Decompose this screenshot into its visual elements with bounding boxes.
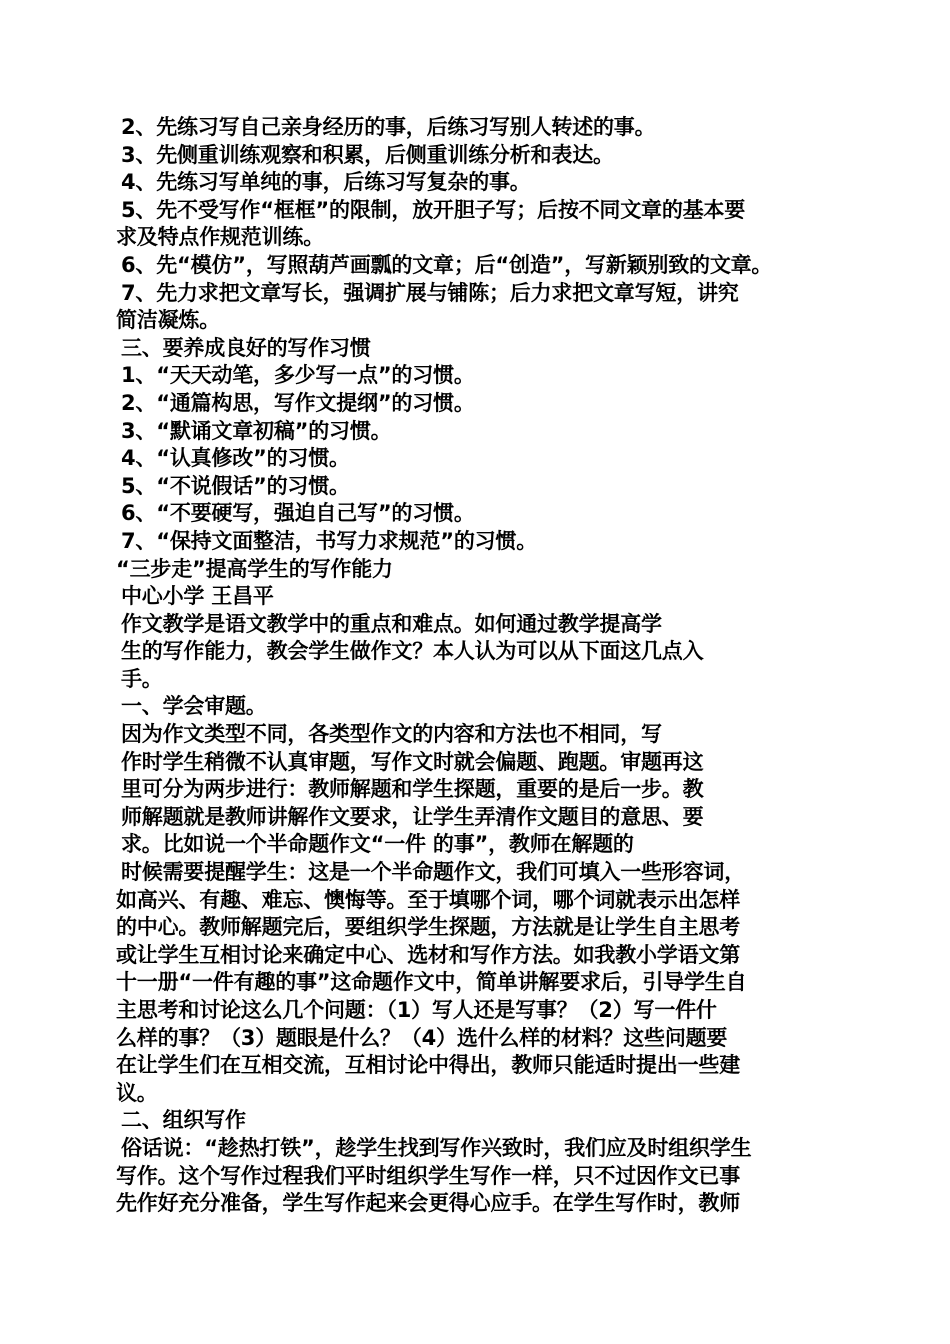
text-line: 主思考和讨论这么几个问题：（1）写人还是写事？（2）写一件什 xyxy=(116,998,717,1022)
text-line: 俗话说：“趁热打铁”，趁学生找到写作兴致时，我们应及时组织学生 xyxy=(121,1135,752,1160)
text-line: 在让学生们在互相交流，互相讨论中得出，教师只能适时提出一些建 xyxy=(116,1053,740,1078)
text-line: 么样的事？（3）题眼是什么？（4）选什么样的材料？这些问题要 xyxy=(116,1025,728,1050)
text-line: 先作好充分准备，学生写作起来会更得心应手。在学生写作时，教师 xyxy=(116,1191,740,1216)
text-line: 简洁凝炼。 xyxy=(116,308,220,333)
text-line: 三、要养成良好的写作习惯 xyxy=(121,335,371,360)
text-line: 3、“默诵文章初稿”的习惯。 xyxy=(121,418,392,443)
text-line: 议。 xyxy=(116,1080,158,1105)
text-line: 4、“认真修改”的习惯。 xyxy=(121,446,350,471)
text-line: 作时学生稍微不认真审题，写作文时就会偏题、跑题。审题再这 xyxy=(121,749,704,774)
text-line: 求。比如说一个半命题作文“一件 的事”，教师在解题的 xyxy=(121,832,634,857)
text-line: 1、“天天动笔，多少写一点”的习惯。 xyxy=(121,363,475,388)
text-line: 的中心。教师解题完后，要组织学生探题，方法就是让学生自主思考 xyxy=(116,915,740,940)
text-line: 7、“保持文面整洁，书写力求规范”的习惯。 xyxy=(121,528,538,553)
text-line: 或让学生互相讨论来确定中心、选材和写作方法。如我教小学语文第 xyxy=(116,942,740,967)
text-line: 生的写作能力，教会学生做作文？本人认为可以从下面这几点入 xyxy=(121,639,704,664)
text-line: 2、“通篇构思，写作文提纲”的习惯。 xyxy=(121,390,475,415)
document-body xyxy=(116,114,836,1218)
text-line: 作文教学是语文教学中的重点和难点。如何通过教学提高学 xyxy=(121,611,662,636)
text-line: 因为作文类型不同，各类型作文的内容和方法也不相同，写 xyxy=(121,722,662,747)
text-line: 5、“不说假话”的习惯。 xyxy=(121,473,350,498)
text-line: 十一册“一件有趣的事”这命题作文中，简单讲解要求后，引导学生自 xyxy=(116,970,747,995)
text-line: 手。 xyxy=(121,666,163,691)
text-line: 中心小学 王昌平 xyxy=(121,584,274,609)
text-line: “三步走”提高学生的写作能力 xyxy=(116,556,393,581)
text-line: 写作。这个写作过程我们平时组织学生写作一样，只不过因作文已事 xyxy=(116,1163,740,1188)
text-line: 4、先练习写单纯的事，后练习写复杂的事。 xyxy=(121,170,531,195)
text-line: 一、学会审题。 xyxy=(121,694,267,719)
text-line: 师解题就是教师讲解作文要求，让学生弄清作文题目的意思、要 xyxy=(121,804,704,829)
text-line: 3、先侧重训练观察和积累，后侧重训练分析和表达。 xyxy=(121,142,614,167)
text-line: 5、先不受写作“框框”的限制，放开胆子写；后按不同文章的基本要 xyxy=(121,197,746,222)
text-line: 二、组织写作 xyxy=(121,1108,246,1133)
text-line: 里可分为两步进行：教师解题和学生探题，重要的是后一步。教 xyxy=(121,777,704,802)
text-line: 求及特点作规范训练。 xyxy=(116,225,324,250)
text-line: 7、先力求把文章写长，强调扩展与铺陈；后力求把文章写短，讲究 xyxy=(121,280,739,305)
text-line: 6、“不要硬写，强迫自己写”的习惯。 xyxy=(121,501,475,526)
text-line: 时候需要提醒学生：这是一个半命题作文，我们可填入一些形容词， xyxy=(121,860,745,885)
text-line: 6、先“模仿”，写照葫芦画瓢的文章；后“创造”，写新颖别致的文章。 xyxy=(121,252,773,277)
text-line: 如高兴、有趣、难忘、懊悔等。至于填哪个词，哪个词就表示出怎样 xyxy=(116,887,740,912)
text-line: 2、先练习写自己亲身经历的事，后练习写别人转述的事。 xyxy=(121,115,656,139)
